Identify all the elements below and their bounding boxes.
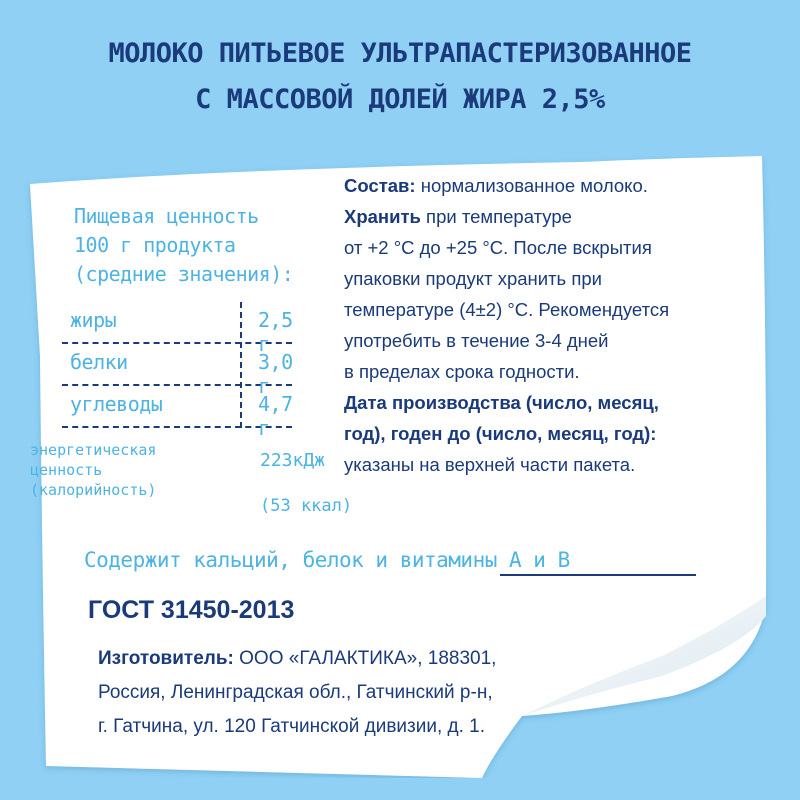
row-value: 4,7 г [258,392,293,440]
dates-bold-line [344,387,764,418]
energy-label-line: ценность [30,461,103,479]
manufacturer-line: г. Гатчина, ул. 120 Гатчинской дивизии, д. 1. [98,716,486,737]
row-value: 3,0 г [258,350,293,398]
energy-kcal: (53 ккал) [260,496,353,516]
info-block [344,170,764,480]
composition-label: Состав: [344,175,416,196]
energy-label-line: (калорийность) [30,481,157,499]
storage-line [344,201,764,232]
manufacturer [98,642,496,744]
energy-label-line: энергетическая [30,441,157,459]
row-label: углеводы [70,392,163,416]
storage-line: температуре (4±2) °С. Рекомендуется [344,299,670,320]
manufacturer-line [98,642,496,676]
dates-label: год), годен до (число, месяц, год): [344,423,657,444]
manufacturer-line: Россия, Ленинградская обл., Гатчинский р-н, [98,682,493,703]
storage-line: употребить в течение 3-4 дней [344,330,609,351]
label-sticker [22,156,782,778]
nutrition-table [62,302,293,440]
underline-stroke [500,574,696,576]
composition [344,170,764,201]
table-row [62,344,293,398]
nutrition-title-line: (средние значения): [74,262,294,286]
nutrition-title-line: 100 г продукта [74,233,236,257]
row-label: жиры [70,308,117,332]
storage-label: Хранить [344,206,421,227]
composition-text: нормализованное молоко. [415,175,648,196]
product-title-line2: С МАССОВОЙ ДОЛЕЙ ЖИРА 2,5% [195,84,605,115]
energy-label [30,440,156,500]
table-row [62,302,293,356]
manufacturer-label: Изготовитель: [98,648,234,669]
dates-bold-line [344,418,764,449]
storage-line: в пределах срока годности. [344,361,580,382]
nutrition-title-line: Пищевая ценность [74,204,259,228]
row-value: 2,5 г [258,308,293,356]
dates-label: Дата производства (число, месяц, [344,392,659,413]
row-label: белки [70,350,128,374]
manufacturer-text: ООО «ГАЛАКТИКА», 188301, [233,648,497,669]
storage-line: упаковки продукт хранить при [344,268,602,289]
nutrition-title [74,202,293,289]
dates-text: указаны на верхней части пакета. [344,454,636,475]
energy-kj: 223кДж [260,450,326,471]
gost-standard: ГОСТ 31450-2013 [88,596,295,624]
storage-text: при температуре [420,206,572,227]
table-row [62,386,293,440]
contains-claim: Содержит кальций, белок и витамины А и В [84,548,570,572]
storage-line: от +2 °С до +25 °С. После вскрытия [344,237,652,258]
product-title-line1: МОЛОКО ПИТЬЕВОЕ УЛЬТРАПАСТЕРИЗОВАННОЕ [108,38,692,69]
